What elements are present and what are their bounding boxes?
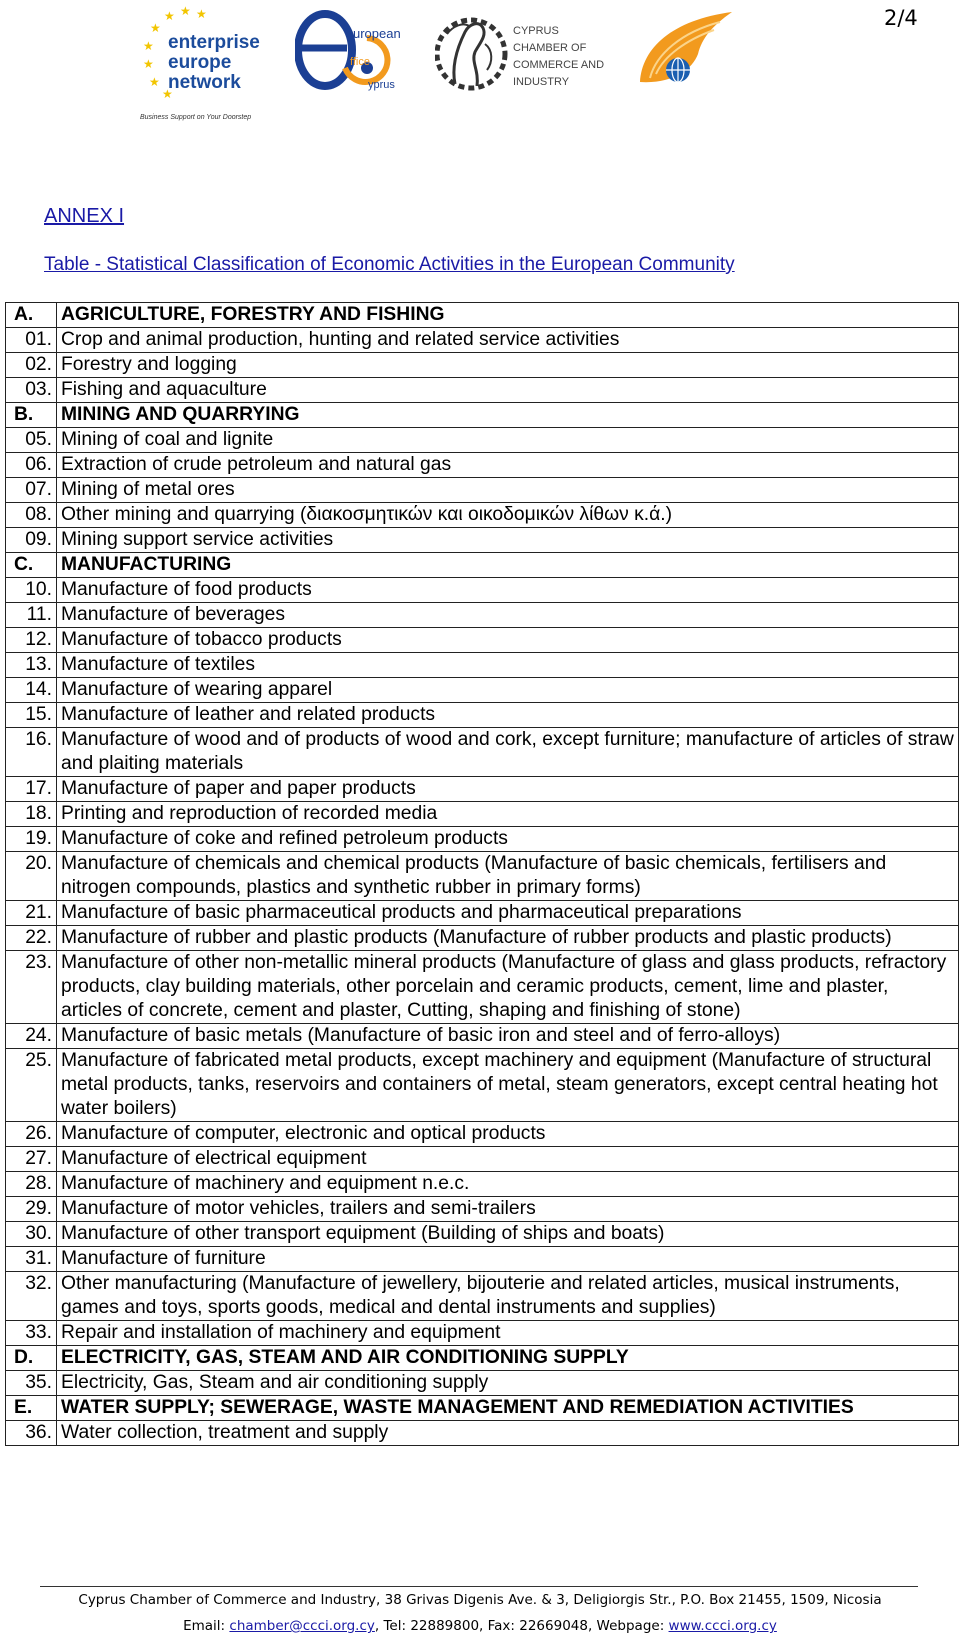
row-code: 11. [6,603,57,628]
row-code: 01. [6,328,57,353]
row-code: 30. [6,1222,57,1247]
footer-address: Cyprus Chamber of Commerce and Industry, 38 Grivas Digenis Ave. & 3, Deligiorgis Str., P.O. Box 21455, 1509, Nicosia [78,1592,882,1608]
division-row [6,1272,959,1321]
table-body [6,303,959,1446]
division-row [6,802,959,827]
row-code: 17. [6,777,57,802]
ccci-line4: INDUSTRY [513,76,570,88]
division-row [6,678,959,703]
row-description: Printing and reproduction of recorded media [57,802,959,827]
row-description: Manufacture of motor vehicles, trailers and semi-trailers [57,1197,959,1222]
row-description: Forestry and logging [57,353,959,378]
orange-wing-logo [632,8,742,98]
logo-strip [140,0,780,125]
division-row [6,777,959,802]
row-description: Mining of metal ores [57,478,959,503]
cyprus-chamber-logo [435,4,615,104]
row-code: 05. [6,428,57,453]
row-description: Repair and installation of machinery and equipment [57,1321,959,1346]
row-description: Extraction of crude petroleum and natural gas [57,453,959,478]
footer-email-link[interactable]: chamber@ccci.org.cy [229,1618,375,1634]
eoc-line1: uropean [353,26,401,41]
row-description: Water collection, treatment and supply [57,1421,959,1446]
svg-text:★: ★ [162,87,173,101]
row-code: 10. [6,578,57,603]
footer-contact [0,1618,960,1634]
svg-text:★: ★ [143,39,154,53]
row-code: 20. [6,852,57,901]
division-row [6,1197,959,1222]
division-row [6,453,959,478]
footer-phones: , Tel: 22889800, Fax: 22669048, Webpage: [374,1618,665,1634]
row-code: 19. [6,827,57,852]
row-description: Other manufacturing (Manufacture of jewellery, bijouterie and related articles, musical instruments, games and toys, sports goods, medical and dental instruments and supplies) [57,1272,959,1321]
european-office-cyprus-logo [295,8,410,98]
row-description: Manufacture of electrical equipment [57,1147,959,1172]
division-row [6,901,959,926]
footer-divider [40,1586,918,1587]
row-code: 36. [6,1421,57,1446]
row-code: D. [6,1346,57,1371]
row-code: 23. [6,951,57,1024]
row-code: 02. [6,353,57,378]
division-row [6,1247,959,1272]
section-row [6,1346,959,1371]
row-code: 33. [6,1321,57,1346]
eoc-line3: yprus [368,79,395,91]
een-tagline: Business Support on Your Doorstep [140,114,252,121]
row-description: Other mining and quarrying (διακοσμητικών και οικοδομικών λίθων κ.ά.) [57,503,959,528]
ccci-line1: CYPRUS [513,25,559,37]
page-number: 2/4 [884,6,918,30]
division-row [6,653,959,678]
division-row [6,1421,959,1446]
row-code: 27. [6,1147,57,1172]
division-row [6,503,959,528]
row-description: ELECTRICITY, GAS, STEAM AND AIR CONDITIONING SUPPLY [57,1346,959,1371]
footer-website-link[interactable]: www.ccci.org.cy [668,1618,777,1634]
row-code: 08. [6,503,57,528]
row-code: 24. [6,1024,57,1049]
division-row [6,852,959,901]
row-code: 15. [6,703,57,728]
ccci-line3: COMMERCE AND [513,59,605,71]
row-description: Manufacture of fabricated metal products, except machinery and equipment (Manufacture of structural metal products, tanks, reservoirs and containers of metal, steam generators, except central heating hot water boilers) [57,1049,959,1122]
row-code: C. [6,553,57,578]
row-description: Mining support service activities [57,528,959,553]
division-row [6,428,959,453]
section-row [6,403,959,428]
row-code: 12. [6,628,57,653]
row-description: Manufacture of textiles [57,653,959,678]
nace-classification-table [5,302,959,1446]
row-description: Manufacture of computer, electronic and optical products [57,1122,959,1147]
row-code: 35. [6,1371,57,1396]
een-line3: network [168,72,241,93]
row-code: 14. [6,678,57,703]
division-row [6,603,959,628]
enterprise-europe-network-logo [140,6,270,121]
footer-email-label: Email: [183,1618,226,1634]
division-row [6,951,959,1024]
division-row [6,628,959,653]
row-code: 22. [6,926,57,951]
row-description: MANUFACTURING [57,553,959,578]
row-description: Electricity, Gas, Steam and air conditioning supply [57,1371,959,1396]
row-code: 16. [6,728,57,777]
svg-text:★: ★ [196,7,207,21]
annex-title: ANNEX I [44,205,125,227]
svg-text:★: ★ [164,9,175,23]
row-code: A. [6,303,57,328]
row-description: Manufacture of other non-metallic mineral products (Manufacture of glass and glass products, refractory products, clay building materials, other porcelain and ceramic products, cement, lime and plaster, articles of concrete, cement and plaster, Cutting, shaping and finishing of stone) [57,951,959,1024]
een-line2: europe [168,52,232,73]
row-description: Manufacture of leather and related products [57,703,959,728]
row-description: Manufacture of machinery and equipment n.e.c. [57,1172,959,1197]
row-code: 25. [6,1049,57,1122]
eoc-line2: ffice [350,56,370,68]
table-title: Table - Statistical Classification of Economic Activities in the European Community [44,254,735,275]
division-row [6,1321,959,1346]
division-row [6,1122,959,1147]
row-description: Mining of coal and lignite [57,428,959,453]
row-description: Manufacture of other transport equipment (Building of ships and boats) [57,1222,959,1247]
row-description: Manufacture of beverages [57,603,959,628]
row-code: B. [6,403,57,428]
division-row [6,926,959,951]
section-row [6,303,959,328]
row-description: AGRICULTURE, FORESTRY AND FISHING [57,303,959,328]
division-row [6,1049,959,1122]
row-code: 21. [6,901,57,926]
division-row [6,353,959,378]
division-row [6,578,959,603]
row-code: 06. [6,453,57,478]
division-row [6,1024,959,1049]
row-code: 03. [6,378,57,403]
row-description: Manufacture of coke and refined petroleum products [57,827,959,852]
row-description: Manufacture of rubber and plastic products (Manufacture of rubber products and plastic products) [57,926,959,951]
division-row [6,703,959,728]
row-description: Manufacture of wood and of products of wood and cork, except furniture; manufacture of articles of straw and plaiting materials [57,728,959,777]
row-code: 07. [6,478,57,503]
division-row [6,1371,959,1396]
section-row [6,1396,959,1421]
svg-text:★: ★ [150,21,161,35]
row-code: 09. [6,528,57,553]
ccci-line2: CHAMBER OF [513,42,587,54]
row-code: 13. [6,653,57,678]
row-description: Manufacture of wearing apparel [57,678,959,703]
row-code: E. [6,1396,57,1421]
row-description: Manufacture of paper and paper products [57,777,959,802]
svg-text:★: ★ [149,75,160,89]
row-code: 31. [6,1247,57,1272]
division-row [6,827,959,852]
row-code: 18. [6,802,57,827]
row-description: Manufacture of tobacco products [57,628,959,653]
division-row [6,328,959,353]
row-description: Manufacture of food products [57,578,959,603]
division-row [6,1222,959,1247]
svg-text:★: ★ [143,57,154,71]
row-code: 32. [6,1272,57,1321]
row-description: Manufacture of furniture [57,1247,959,1272]
row-description: MINING AND QUARRYING [57,403,959,428]
row-description: Crop and animal production, hunting and related service activities [57,328,959,353]
row-code: 28. [6,1172,57,1197]
row-description: WATER SUPPLY; SEWERAGE, WASTE MANAGEMENT AND REMEDIATION ACTIVITIES [57,1396,959,1421]
row-description: Fishing and aquaculture [57,378,959,403]
svg-text:★: ★ [180,6,191,18]
row-description: Manufacture of chemicals and chemical products (Manufacture of basic chemicals, fertilisers and nitrogen compounds, plastics and synthetic rubber in primary forms) [57,852,959,901]
division-row [6,1147,959,1172]
division-row [6,1172,959,1197]
division-row [6,378,959,403]
division-row [6,478,959,503]
division-row [6,528,959,553]
row-code: 26. [6,1122,57,1147]
division-row [6,728,959,777]
row-description: Manufacture of basic metals (Manufacture of basic iron and steel and of ferro-alloys) [57,1024,959,1049]
section-row [6,553,959,578]
row-description: Manufacture of basic pharmaceutical products and pharmaceutical preparations [57,901,959,926]
chamber-emblem-icon [437,20,505,88]
row-code: 29. [6,1197,57,1222]
een-line1: enterprise [168,32,260,53]
